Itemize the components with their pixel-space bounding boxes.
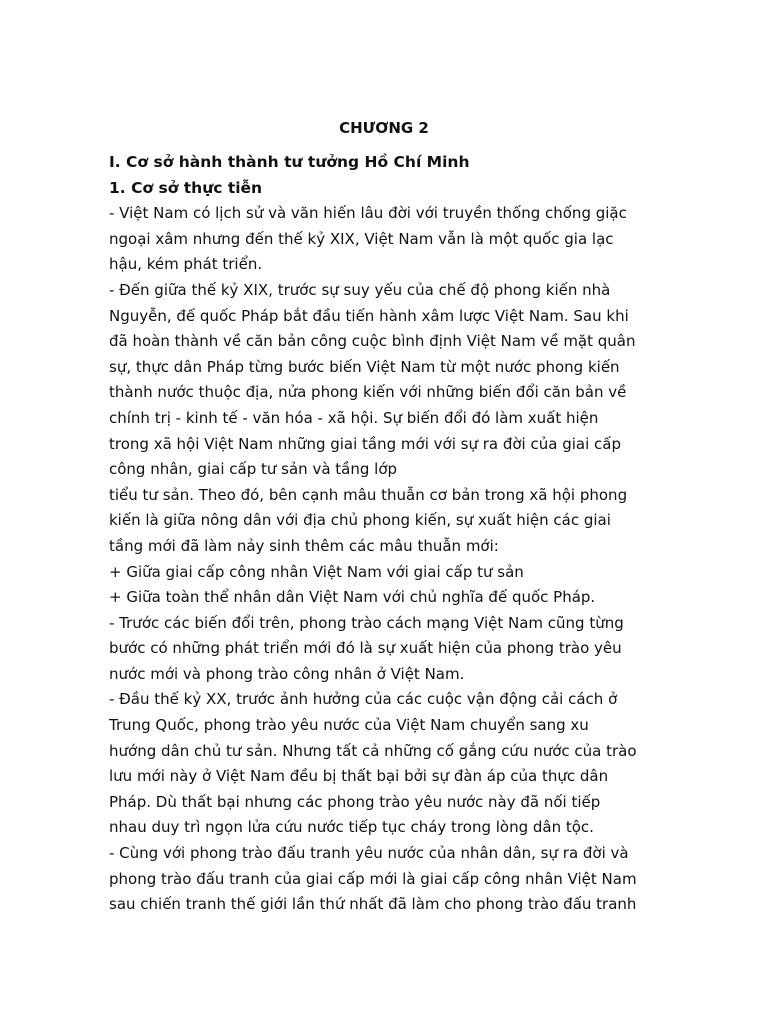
text-line: + Giữa giai cấp công nhân Việt Nam với giai cấp tư sản <box>109 562 524 581</box>
text-line: Pháp. Dù thất bại nhưng các phong trào yêu nước này đã nối tiếp <box>109 792 601 811</box>
text-line: kiến là giữa nông dân với địa chủ phong kiến, sự xuất hiện các giai <box>109 511 611 530</box>
document-content <box>109 116 659 918</box>
text-line: Nguyễn, đế quốc Pháp bắt đầu tiến hành xâm lược Việt Nam. Sau khi <box>109 306 629 325</box>
section-heading: I. Cơ sở hành thành tư tưởng Hồ Chí Minh <box>109 153 470 171</box>
subsection-heading: 1. Cơ sở thực tiễn <box>109 178 263 197</box>
text-line: nước mới và phong trào công nhân ở Việt Nam. <box>109 664 465 683</box>
text-line: Trung Quốc, phong trào yêu nước của Việt Nam chuyển sang xu <box>109 716 589 735</box>
text-line: hướng dân chủ tư sản. Nhưng tất cả những cố gắng cứu nước của trào <box>109 741 637 760</box>
text-line: chính trị - kinh tế - văn hóa - xã hội. Sự biến đổi đó làm xuất hiện <box>109 408 599 427</box>
text-line: đã hoàn thành về căn bản công cuộc bình định Việt Nam về mặt quân <box>109 332 636 351</box>
text-line: phong trào đấu tranh của giai cấp mới là giai cấp công nhân Việt Nam <box>109 869 637 888</box>
text-line: - Cùng với phong trào đấu tranh yêu nước của nhân dân, sự ra đời và <box>109 844 629 863</box>
text-line: bước có những phát triển mới đó là sự xuất hiện của phong trào yêu <box>109 639 622 658</box>
text-line: ngoại xâm nhưng đến thế kỷ XIX, Việt Nam vẫn là một quốc gia lạc <box>109 229 614 248</box>
text-line: tầng mới đã làm nảy sinh thêm các mâu thuẫn mới: <box>109 536 499 555</box>
text-line: công nhân, giai cấp tư sản và tầng lớp <box>109 460 398 479</box>
text-line: + Giữa toàn thể nhân dân Việt Nam với chủ nghĩa đế quốc Pháp. <box>109 588 596 607</box>
text-line: thành nước thuộc địa, nửa phong kiến với những biến đổi căn bản về <box>109 383 627 402</box>
text-line: - Đến giữa thế kỷ XIX, trước sự suy yếu của chế độ phong kiến nhà <box>109 280 611 299</box>
text-line: nhau duy trì ngọn lửa cứu nước tiếp tục cháy trong lòng dân tộc. <box>109 818 594 837</box>
text-line: - Trước các biến đổi trên, phong trào cách mạng Việt Nam cũng từng <box>109 613 624 632</box>
text-line: trong xã hội Việt Nam những giai tầng mới với sự ra đời của giai cấp <box>109 434 621 453</box>
text-line: hậu, kém phát triển. <box>109 255 263 274</box>
text-line: sự, thực dân Pháp từng bước biến Việt Nam từ một nước phong kiến <box>109 357 620 376</box>
chapter-title: CHƯƠNG 2 <box>339 119 429 137</box>
text-line: lưu mới này ở Việt Nam đều bị thất bại bởi sự đàn áp của thực dân <box>109 767 609 786</box>
text-line: - Đầu thế kỷ XX, trước ảnh hưởng của các cuộc vận động cải cách ở <box>109 690 618 709</box>
text-line: tiểu tư sản. Theo đó, bên cạnh mâu thuẫn cơ bản trong xã hội phong <box>109 485 628 504</box>
text-line: - Việt Nam có lịch sử và văn hiến lâu đời với truyền thống chống giặc <box>109 204 627 223</box>
text-line: sau chiến tranh thế giới lần thứ nhất đã làm cho phong trào đấu tranh <box>109 895 637 914</box>
